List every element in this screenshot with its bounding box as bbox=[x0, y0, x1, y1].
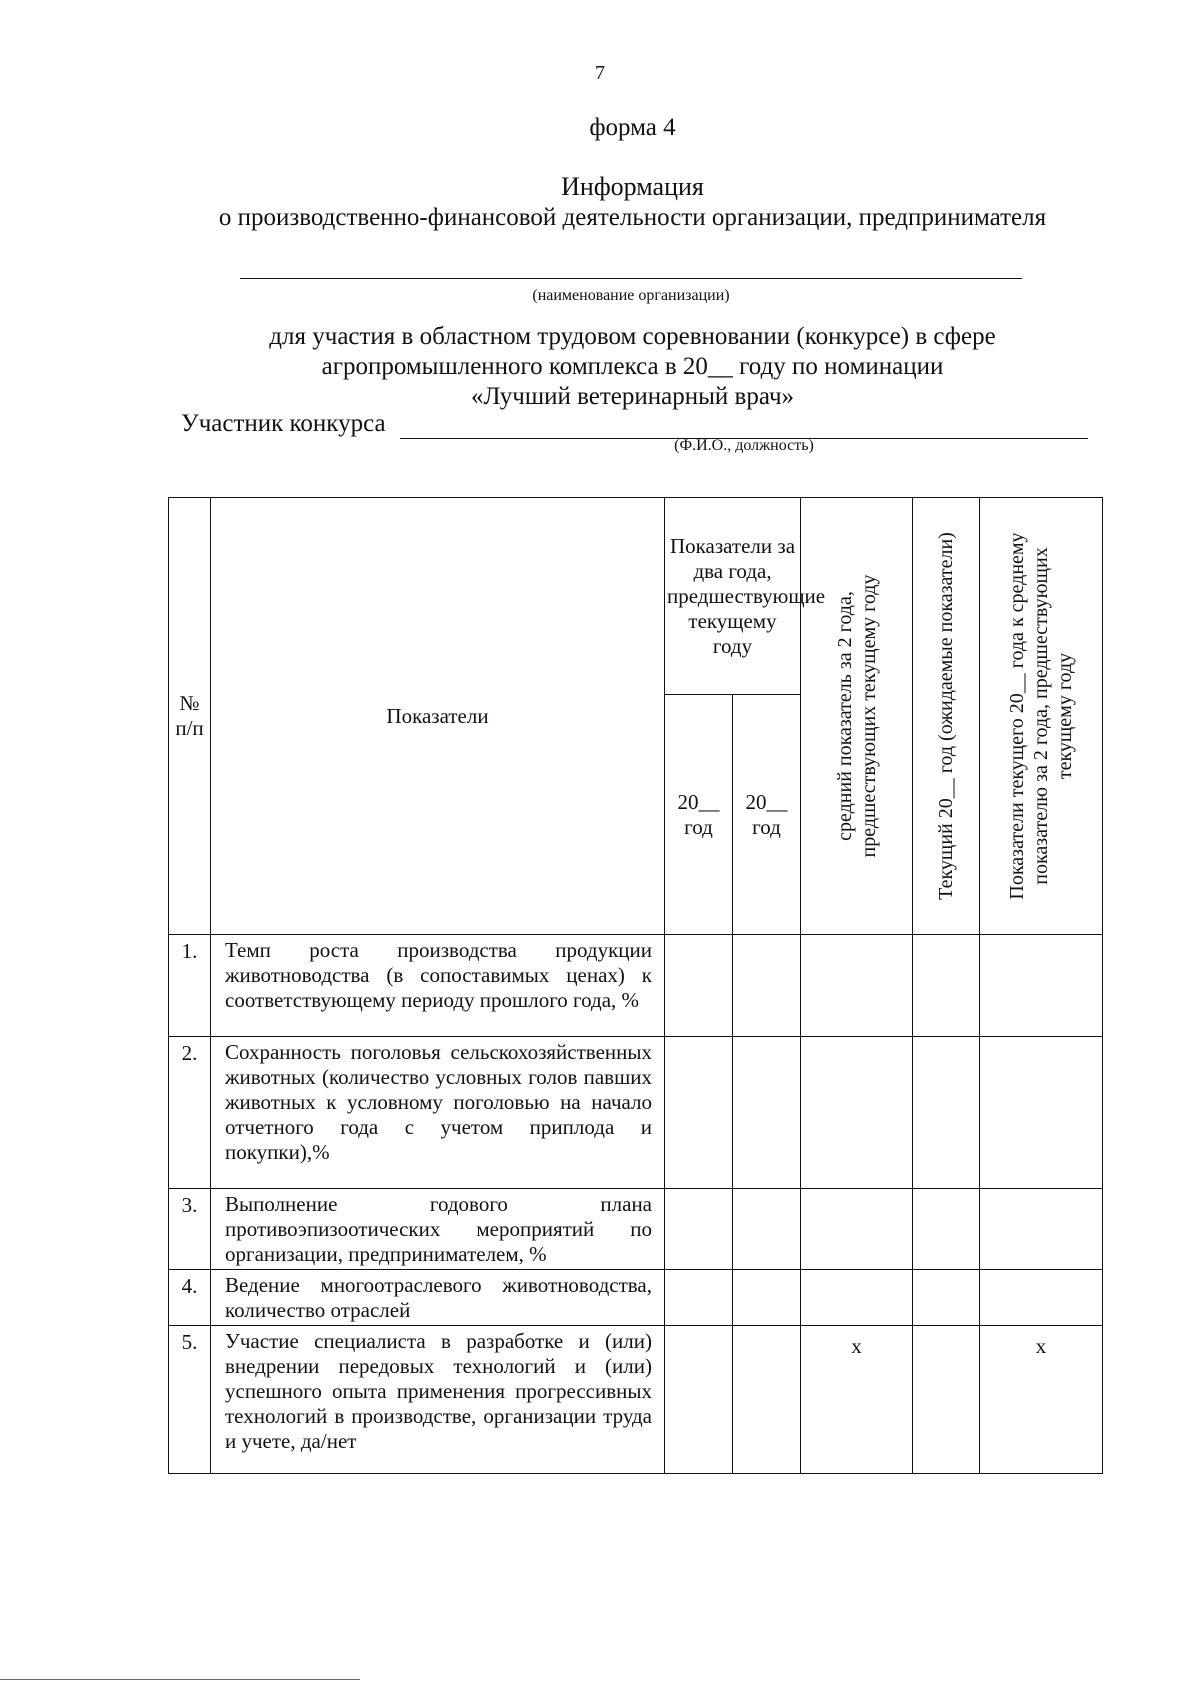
table-row bbox=[169, 1270, 1103, 1326]
cell-year1[interactable] bbox=[665, 935, 733, 1037]
header-current-text: Текущий 20__ год (ожидаемые показатели) bbox=[935, 532, 958, 900]
row-number: 1. bbox=[169, 935, 211, 1037]
row-indicator: Ведение многоотраслевого животноводства, количество отраслей bbox=[211, 1270, 665, 1326]
row-indicator: Сохранность поголовья сельскохозяйственных животных (количество условных голов павших животных к условному поголовью на начало отчетного года с учетом приплода и покупки),% bbox=[211, 1037, 665, 1189]
header-num-line: № bbox=[179, 691, 200, 715]
cell-year2[interactable] bbox=[733, 1270, 801, 1326]
header-row bbox=[169, 498, 1103, 695]
row-number: 5. bbox=[169, 1326, 211, 1474]
cell-year1[interactable] bbox=[665, 1189, 733, 1270]
purpose-line: агропромышленного комплекса в 20__ году по номинации bbox=[321, 353, 944, 380]
cell-year1[interactable] bbox=[665, 1270, 733, 1326]
cell-ratio[interactable] bbox=[980, 1270, 1103, 1326]
form-label: форма 4 bbox=[589, 114, 676, 141]
header-ratio-line: Показатели текущего 20__ года к среднему bbox=[1006, 532, 1029, 900]
cell-year2[interactable] bbox=[733, 935, 801, 1037]
cell-average[interactable]: х bbox=[801, 1326, 913, 1474]
cell-year1[interactable] bbox=[665, 1037, 733, 1189]
page-bottom-rule bbox=[0, 1679, 360, 1680]
organization-caption: (наименование организации) bbox=[532, 287, 730, 304]
header-year2 bbox=[733, 695, 801, 935]
cell-average[interactable] bbox=[801, 1189, 913, 1270]
purpose-line: «Лучший ветеринарный врач» bbox=[470, 383, 795, 410]
header-two-years: Показатели за два года, предшествующие текущему году bbox=[665, 498, 801, 695]
cell-average[interactable] bbox=[801, 1270, 913, 1326]
cell-current[interactable] bbox=[913, 935, 980, 1037]
cell-average[interactable] bbox=[801, 935, 913, 1037]
cell-ratio[interactable] bbox=[980, 935, 1103, 1037]
row-indicator: Темп роста производства продукции животноводства (в сопоставимых ценах) к соответствующему периоду прошлого года, % bbox=[211, 935, 665, 1037]
cell-year2[interactable] bbox=[733, 1037, 801, 1189]
row-indicator: Выполнение годового плана противоэпизоотических мероприятий по организации, предпринимателем, % bbox=[211, 1189, 665, 1270]
document-subtitle: о производственно-финансовой деятельности организации, предпринимателя bbox=[218, 204, 1047, 231]
header-ratio-line: показателю за 2 года, предшествующих bbox=[1030, 547, 1053, 885]
header-year1-line: год bbox=[684, 814, 713, 839]
cell-ratio[interactable] bbox=[980, 1037, 1103, 1189]
header-year1-line: 20__ bbox=[677, 789, 720, 814]
header-average-text bbox=[833, 575, 881, 858]
cell-ratio[interactable]: х bbox=[980, 1326, 1103, 1474]
row-number: 4. bbox=[169, 1270, 211, 1326]
header-year2-line: год bbox=[752, 814, 781, 839]
cell-current[interactable] bbox=[913, 1189, 980, 1270]
cell-ratio[interactable] bbox=[980, 1189, 1103, 1270]
header-ratio-line: текущему году bbox=[1054, 652, 1077, 780]
document-title: Информация bbox=[561, 172, 704, 201]
participant-label: Участник конкурса bbox=[181, 410, 386, 437]
header-num-line: п/п bbox=[175, 716, 204, 740]
header-average-line: предшествующих текущему году bbox=[857, 574, 880, 858]
cell-year1[interactable] bbox=[665, 1326, 733, 1474]
header-average-line: средний показатель за 2 года, bbox=[833, 591, 856, 841]
cell-current[interactable] bbox=[913, 1037, 980, 1189]
row-indicator: Участие специалиста в разработке и (или) внедрении передовых технологий и (или) успешного опыта применения прогрессивных технологий в производстве, организации труда и учете, да/нет bbox=[211, 1326, 665, 1474]
header-average bbox=[801, 498, 913, 935]
header-indicators: Показатели bbox=[211, 498, 665, 935]
purpose-line: для участия в областном трудовом соревновании (конкурсе) в сфере bbox=[269, 323, 996, 350]
table-row bbox=[169, 1037, 1103, 1189]
cell-year2[interactable] bbox=[733, 1189, 801, 1270]
cell-current[interactable] bbox=[913, 1270, 980, 1326]
header-year2-line: 20__ bbox=[745, 789, 788, 814]
header-ratio-text bbox=[1005, 532, 1077, 899]
cell-average[interactable] bbox=[801, 1037, 913, 1189]
purpose-text bbox=[180, 322, 1085, 412]
participant-caption: (Ф.И.О., должность) bbox=[674, 437, 814, 454]
header-ratio bbox=[980, 498, 1103, 935]
table-row bbox=[169, 935, 1103, 1037]
row-number: 2. bbox=[169, 1037, 211, 1189]
cell-year2[interactable] bbox=[733, 1326, 801, 1474]
table-row bbox=[169, 1326, 1103, 1474]
organization-name-line bbox=[240, 278, 1022, 279]
indicators-table bbox=[168, 497, 1103, 1474]
header-num bbox=[169, 498, 211, 935]
header-current bbox=[913, 498, 980, 935]
page-number: 7 bbox=[595, 62, 605, 84]
cell-current[interactable] bbox=[913, 1326, 980, 1474]
table-row bbox=[169, 1189, 1103, 1270]
header-year1 bbox=[665, 695, 733, 935]
row-number: 3. bbox=[169, 1189, 211, 1270]
